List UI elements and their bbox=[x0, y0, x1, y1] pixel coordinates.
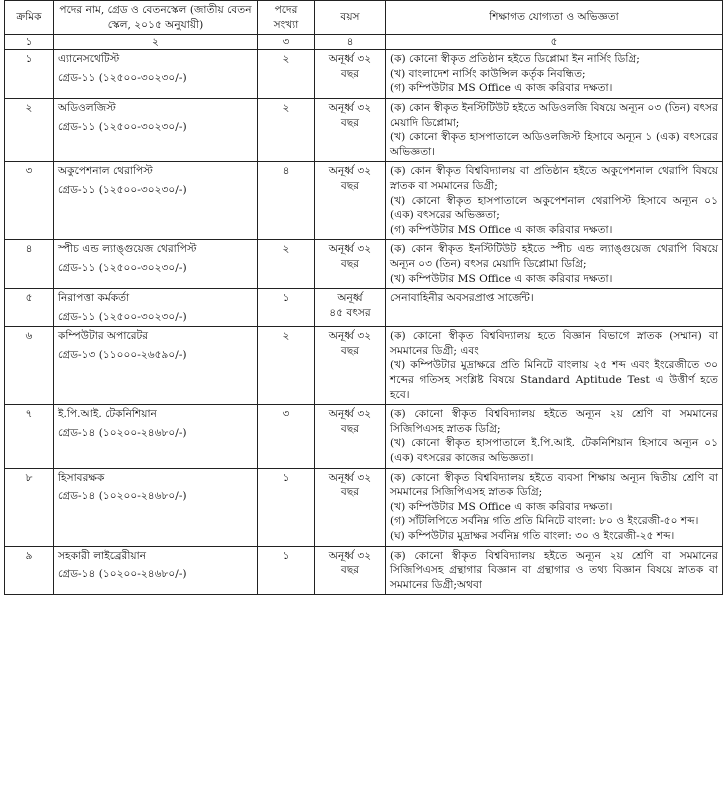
row-post-count: ৩ bbox=[258, 405, 315, 468]
column-number: ৫ bbox=[386, 35, 723, 50]
column-number: ৩ bbox=[258, 35, 315, 50]
post-name: সহকারী লাইব্রেরীয়ান bbox=[58, 549, 147, 562]
column-number: ২ bbox=[54, 35, 258, 50]
age-line: অনূর্ধ্ব ৩২ bbox=[328, 165, 372, 178]
table-row bbox=[5, 546, 723, 595]
qualification-line: (ঘ) কম্পিউটার মুদ্রাক্ষর সর্বনিম্ন গতি বাংলা: ৩০ ও ইংরেজী-২৫ শব্দ। bbox=[390, 530, 675, 542]
table-row bbox=[5, 405, 723, 468]
row-age-cell bbox=[315, 98, 386, 161]
table-row bbox=[5, 468, 723, 546]
row-post-count: ১ bbox=[258, 289, 315, 327]
row-age-cell bbox=[315, 240, 386, 289]
qualification-line: (ক) কোনো স্বীকৃত বিশ্ববিদ্যালয় হইতে অন্যূন ২য় শ্রেণি বা সমমানের সিজিপিএসহ গ্রন্থাগার বিজ্ঞান বা গ্রন্থাগার ও তথ্য বিজ্ঞান বিষয়ে স্নাতক বা সমমানের ডিগ্রী;অথবা bbox=[390, 549, 718, 591]
column-number: ৪ bbox=[315, 35, 386, 50]
age-line: অনূর্ধ্ব ৩২ bbox=[328, 471, 372, 484]
row-post-cell bbox=[54, 468, 258, 546]
row-age-cell bbox=[315, 50, 386, 99]
table-row bbox=[5, 240, 723, 289]
age-line: অনূর্ধ্ব ৩২ bbox=[328, 408, 372, 421]
age-line: ৪৫ বৎসর bbox=[329, 306, 371, 319]
row-post-count: ১ bbox=[258, 546, 315, 595]
row-qualification-cell bbox=[386, 240, 723, 289]
qualification-line: (ক) কোন স্বীকৃত ইনস্টিটিউট হইতে স্পীচ এন্ড ল্যাঙ্গুয়েজ থেরাপি বিষয়ে অন্যূন ০৩ (তিন) বৎসর মেয়াদি ডিপ্লোমা ডিগ্রি; bbox=[390, 243, 718, 270]
row-qualification-cell bbox=[386, 50, 723, 99]
header-post: পদের নাম, গ্রেড ও বেতনস্কেল (জাতীয় বেতন স্কেল, ২০১৫ অনুযায়ী) bbox=[54, 1, 258, 35]
post-grade: গ্রেড-১৪ (১০২০০-২৪৬৮০/-) bbox=[58, 490, 187, 503]
qualification-line: (খ) কম্পিউটার MS Office এ কাজ করিবার দক্ষতা। bbox=[390, 272, 613, 285]
age-line: বছর bbox=[340, 422, 360, 435]
qualification-line: (খ) কম্পিউটার MS Office এ কাজ করিবার দক্ষতা। bbox=[390, 500, 613, 513]
row-post-cell bbox=[54, 327, 258, 405]
qualification-line: (ক) কোনো স্বীকৃত বিশ্ববিদ্যালয় হইতে ব্যবসা শিক্ষায় অন্যূন দ্বিতীয় শ্রেণি বা সমমানের সিজিপিএসহ স্নাতক ডিগ্রি; bbox=[390, 471, 718, 499]
row-qualification-cell bbox=[386, 327, 723, 405]
post-name: অকুপেশনাল থেরাপিস্ট bbox=[58, 165, 153, 178]
post-grade: গ্রেড-১১ (১২৫০০-৩০২৩০/-) bbox=[58, 310, 187, 323]
qualification-line: (খ) বাংলাদেশ নার্সিং কাউন্সিল কর্তৃক নিবন্ধিত; bbox=[390, 67, 586, 80]
table-row bbox=[5, 162, 723, 240]
row-age-cell bbox=[315, 162, 386, 240]
row-qualification-cell bbox=[386, 162, 723, 240]
qualification-line: (গ) কম্পিউটার MS Office এ কাজ করিবার দক্ষতা। bbox=[390, 82, 613, 95]
row-post-cell bbox=[54, 289, 258, 327]
column-number-row bbox=[5, 35, 723, 50]
row-post-count: ২ bbox=[258, 327, 315, 405]
header-qualification: শিক্ষাগত যোগ্যতা ও অভিজ্ঞতা bbox=[386, 1, 723, 35]
recruitment-table bbox=[4, 0, 723, 595]
post-grade: গ্রেড-১১ (১২৫০০-৩০২৩০/-) bbox=[58, 120, 187, 133]
row-qualification-cell bbox=[386, 98, 723, 161]
post-grade: গ্রেড-১১ (১২৫০০-৩০২৩০/-) bbox=[58, 71, 187, 84]
age-line: অনূর্ধ্ব ৩২ bbox=[328, 101, 372, 114]
age-line: বছর bbox=[340, 564, 360, 577]
post-grade: গ্রেড-১৪ (১০২০০-২৪৬৮০/-) bbox=[58, 568, 187, 581]
row-serial: ৬ bbox=[5, 327, 54, 405]
row-post-count: ১ bbox=[258, 468, 315, 546]
row-age-cell bbox=[315, 405, 386, 468]
row-qualification-cell bbox=[386, 546, 723, 595]
post-name: এ্যানেসথেটিস্ট bbox=[58, 53, 120, 66]
age-line: অনূর্ধ্ব ৩২ bbox=[328, 53, 372, 66]
row-serial: ৩ bbox=[5, 162, 54, 240]
qualification-line: (ক) কোনো স্বীকৃত বিশ্ববিদ্যালয় হতে বিজ্ঞান বিভাগে স্নাতক (সম্মান) বা সমমানের ডিগ্রী; এবং bbox=[390, 330, 718, 357]
row-post-count: ২ bbox=[258, 240, 315, 289]
qualification-line: (খ) কোনো স্বীকৃত হাসপাতালে অডিওলজিস্ট হিসাবে অন্যূন ১ (এক) বৎসরের অভিজ্ঞতা। bbox=[390, 131, 718, 158]
post-name: হিসাবরক্ষক bbox=[58, 471, 105, 484]
row-serial: ২ bbox=[5, 98, 54, 161]
row-age-cell bbox=[315, 289, 386, 327]
age-line: বছর bbox=[340, 116, 360, 129]
qualification-line: সেনাবাহিনীর অবসরপ্রাপ্ত সার্জেন্ট। bbox=[390, 292, 534, 305]
row-qualification-cell bbox=[386, 468, 723, 546]
post-grade: গ্রেড-১৪ (১০২০০-২৪৬৮০/-) bbox=[58, 426, 187, 439]
row-post-cell bbox=[54, 405, 258, 468]
row-serial: ৭ bbox=[5, 405, 54, 468]
row-age-cell bbox=[315, 546, 386, 595]
row-post-count: ২ bbox=[258, 98, 315, 161]
table-row bbox=[5, 98, 723, 161]
row-age-cell bbox=[315, 327, 386, 405]
qualification-line: (ক) কোনো স্বীকৃত প্রতিষ্ঠান হইতে ডিপ্লোমা ইন নার্সিং ডিগ্রি; bbox=[390, 53, 640, 66]
row-post-cell bbox=[54, 162, 258, 240]
qualification-line: (খ) কোনো স্বীকৃত হাসপাতালে অকুপেশনাল থেরাপিস্ট হিসাবে অন্যূন ০১ (এক) বৎসরের অভিজ্ঞতা; bbox=[390, 194, 718, 222]
row-qualification-cell bbox=[386, 405, 723, 468]
row-qualification-cell bbox=[386, 289, 723, 327]
row-serial: ৪ bbox=[5, 240, 54, 289]
qualification-line: (গ) সাঁটলিপিতে সর্বনিম্ন গতি প্রতি মিনিটে বাংলা: ৮০ ও ইংরেজী-৫০ শব্দ। bbox=[390, 515, 699, 528]
header-count: পদের সংখ্যা bbox=[258, 1, 315, 35]
header-row bbox=[5, 1, 723, 35]
row-post-cell bbox=[54, 50, 258, 99]
age-line: বছর bbox=[340, 257, 360, 270]
table-row bbox=[5, 50, 723, 99]
qualification-line: (ক) কোন স্বীকৃত ইনস্টিটিউট হইতে অডিওলজি বিষয়ে অন্যূন ০৩ (তিন) বৎসর মেয়াদি ডিপ্লোমা; bbox=[390, 101, 718, 129]
table-row bbox=[5, 289, 723, 327]
row-age-cell bbox=[315, 468, 386, 546]
post-grade: গ্রেড-১৩ (১১০০০-২৬৫৯০/-) bbox=[58, 348, 187, 361]
row-post-count: ২ bbox=[258, 50, 315, 99]
header-serial: ক্রমিক bbox=[5, 1, 54, 35]
row-serial: ৮ bbox=[5, 468, 54, 546]
row-serial: ৯ bbox=[5, 546, 54, 595]
post-name: ই.পি.আই. টেকনিশিয়ান bbox=[58, 408, 157, 421]
row-serial: ৫ bbox=[5, 289, 54, 327]
qualification-line: (ক) কোনো স্বীকৃত বিশ্ববিদ্যালয় হইতে অন্যূন ২য় শ্রেণি বা সমমানের সিজিপিএসহ স্নাতক ডিগ্রি; bbox=[390, 408, 718, 435]
table-body bbox=[5, 50, 723, 595]
post-name: নিরাপত্তা কর্মকর্তা bbox=[58, 292, 130, 305]
column-number: ১ bbox=[5, 35, 54, 50]
age-line: বছর bbox=[340, 179, 360, 192]
header-age: বয়স bbox=[315, 1, 386, 35]
age-line: অনূর্ধ্ব ৩২ bbox=[328, 330, 372, 343]
age-line: অনূর্ধ্ব bbox=[337, 292, 363, 305]
table-row bbox=[5, 327, 723, 405]
age-line: বছর bbox=[340, 67, 360, 80]
qualification-line: (খ) কোনো স্বীকৃত হাসপাতালে ই.পি.আই. টেকনিশিয়ান হিসাবে অন্যূন ০১ (এক) বৎসরের কাজের অভিজ্ঞতা। bbox=[390, 437, 718, 465]
age-line: অনূর্ধ্ব ৩২ bbox=[328, 549, 372, 562]
post-name: কম্পিউটার অপারেটর bbox=[58, 330, 149, 343]
qualification-line: (ক) কোন স্বীকৃত বিশ্ববিদ্যালয় বা প্রতিষ্ঠান হইতে অকুপেশনাল থেরাপি বিষয়ে স্নাতক বা সমমানের ডিগ্রী; bbox=[390, 165, 718, 192]
post-grade: গ্রেড-১১ (১২৫০০-৩০২৩০/-) bbox=[58, 183, 187, 196]
qualification-line: (গ) কম্পিউটার MS Office এ কাজ করিবার দক্ষতা। bbox=[390, 223, 613, 236]
age-line: বছর bbox=[340, 486, 360, 499]
post-name: অডিওলজিস্ট bbox=[58, 101, 116, 114]
qualification-line: (খ) কম্পিউটার মুদ্রাক্ষরে প্রতি মিনিটে বাংলায় ২৫ শব্দ এবং ইংরেজীতে ৩০ শব্দের গতিসহ সংশ্লিষ্ট বিষয়ে Standard Aptitude Test এ উত্তীর্ণ হতে হবে। bbox=[390, 359, 718, 401]
post-grade: গ্রেড-১১ (১২৫০০-৩০২৩০/-) bbox=[58, 261, 187, 274]
post-name: স্পীচ এন্ড ল্যাঙ্গুয়েজ থেরাপিস্ট bbox=[58, 243, 197, 256]
age-line: অনূর্ধ্ব ৩২ bbox=[328, 243, 372, 256]
row-post-cell bbox=[54, 546, 258, 595]
age-line: বছর bbox=[340, 344, 360, 357]
row-post-cell bbox=[54, 98, 258, 161]
row-serial: ১ bbox=[5, 50, 54, 99]
row-post-cell bbox=[54, 240, 258, 289]
row-post-count: ৪ bbox=[258, 162, 315, 240]
